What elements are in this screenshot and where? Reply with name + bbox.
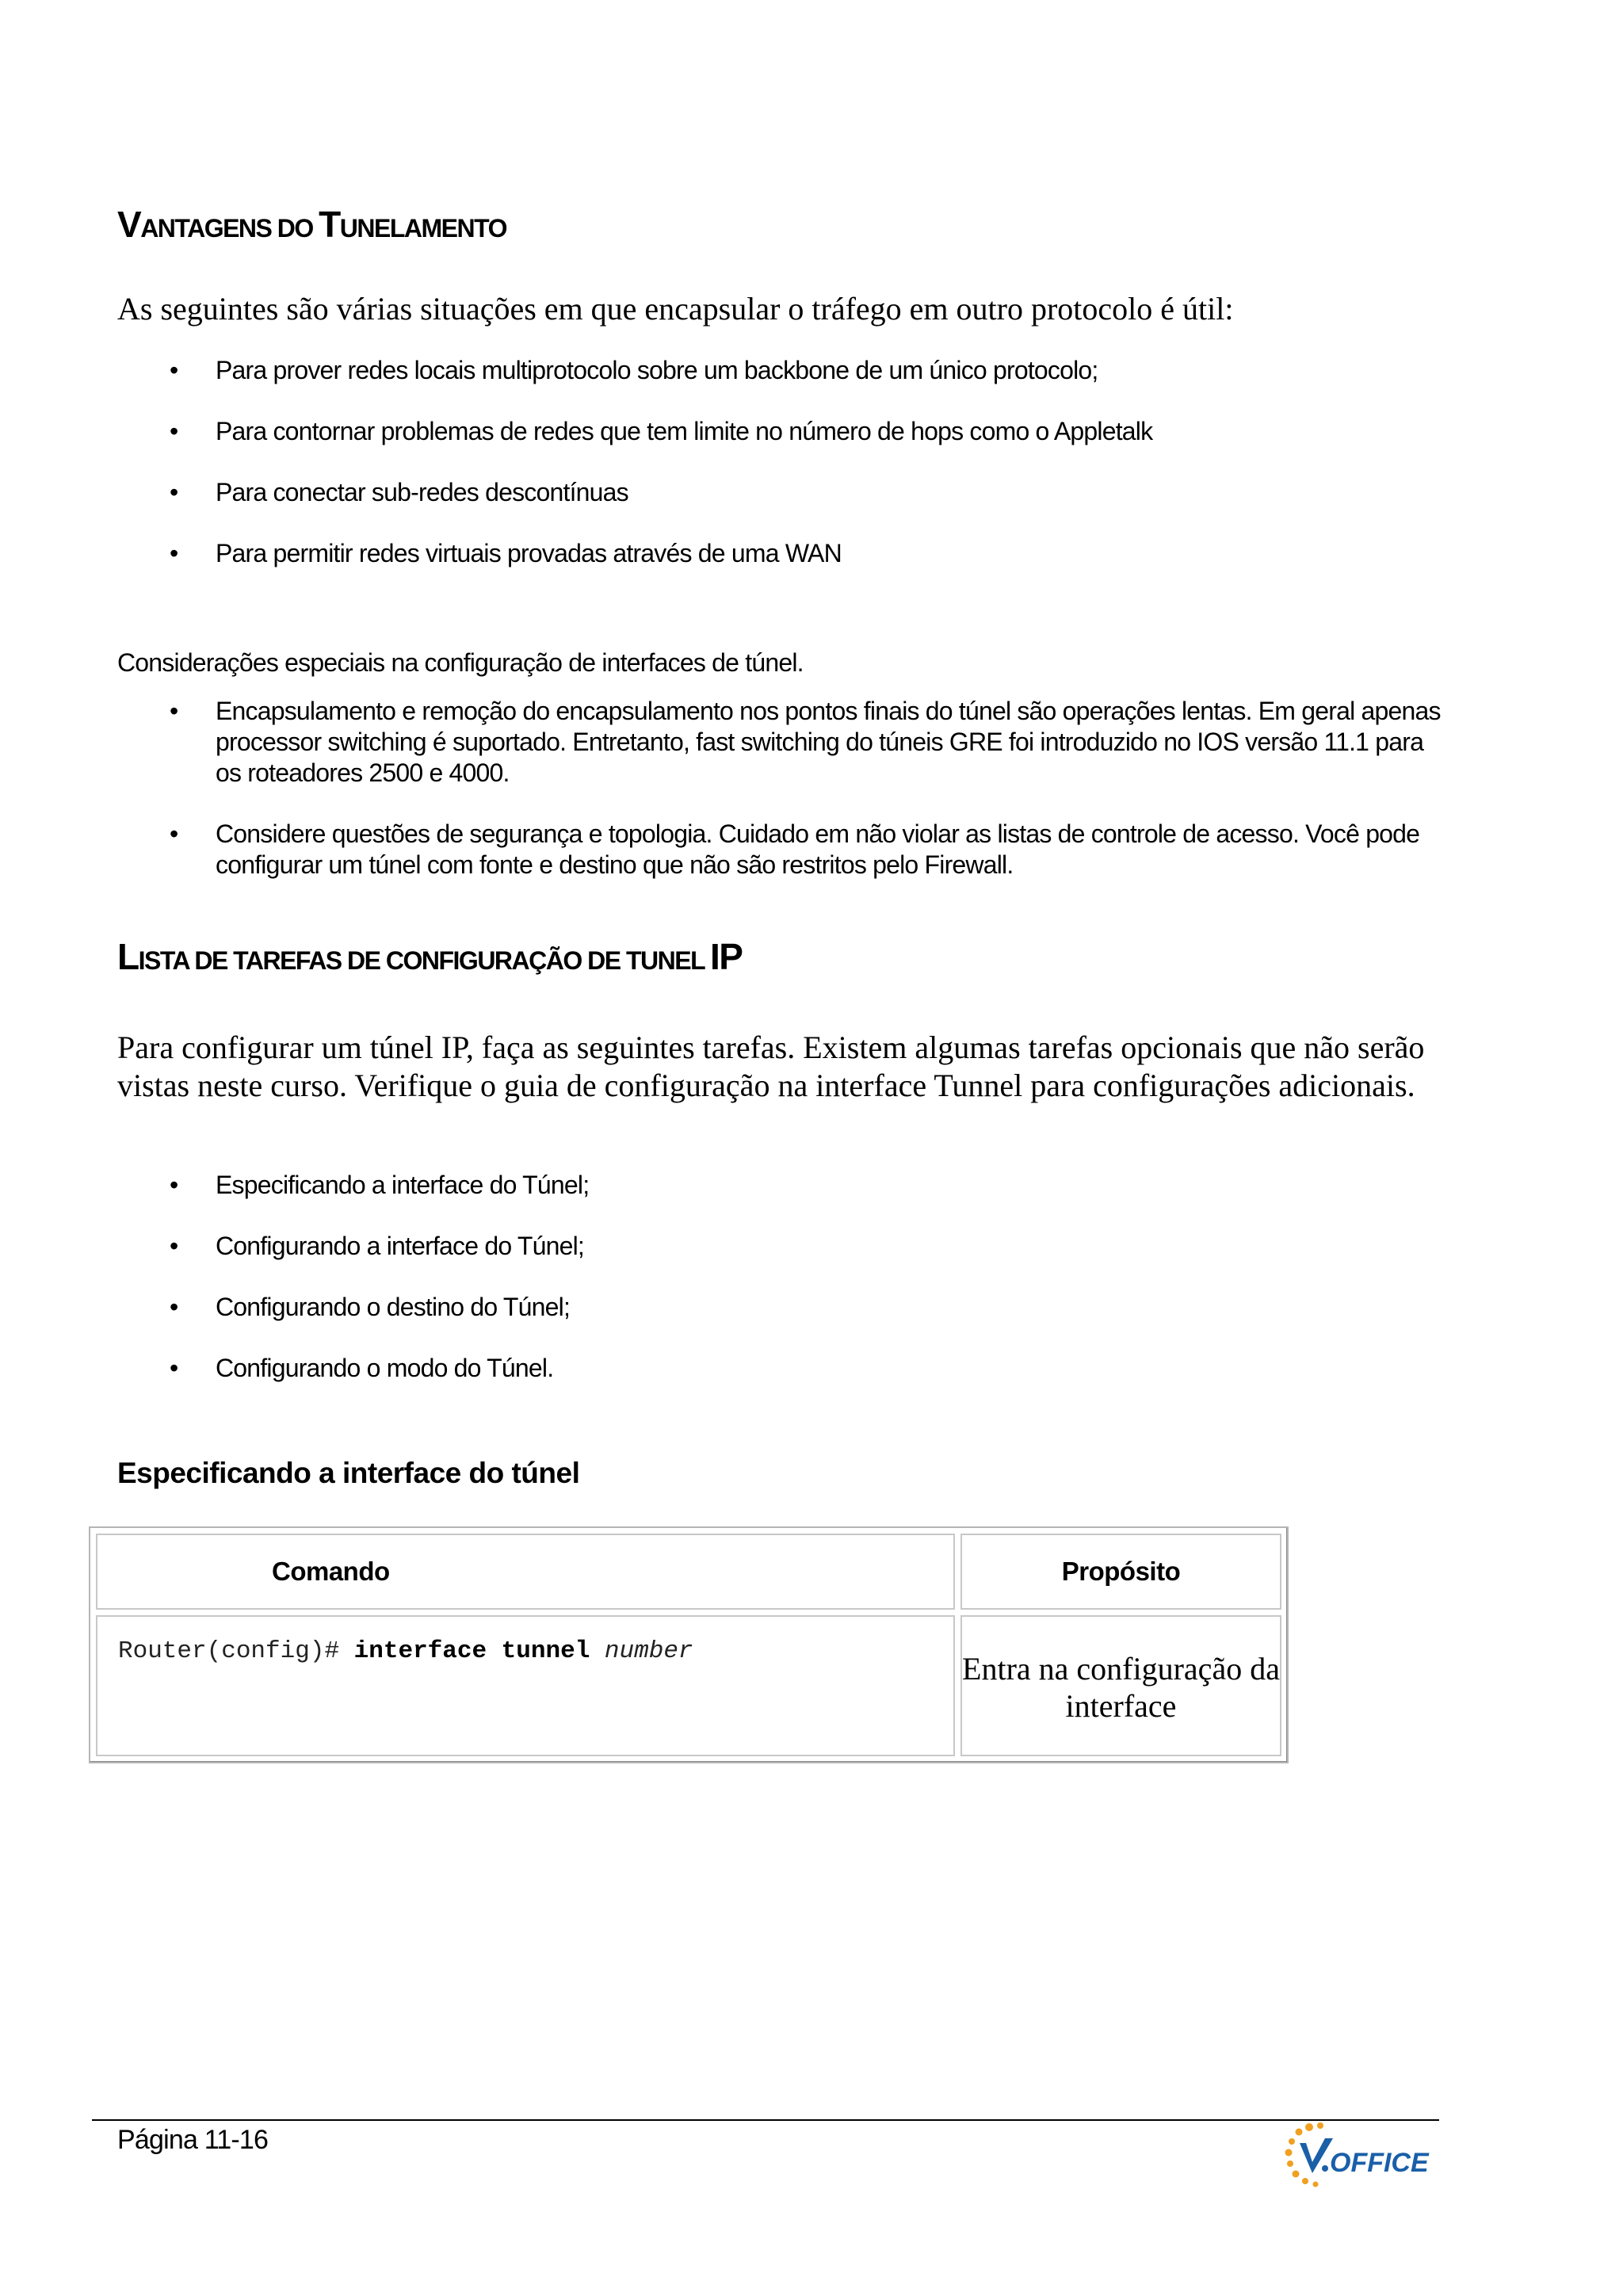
footer-rule: [92, 2119, 1439, 2121]
command-keyword: interface tunnel: [353, 1637, 605, 1665]
list-item: • Considere questões de segurança e topologia. Cuidado em não violar as listas de controle de acesso. Você pode configurar um túnel com fonte e destino que não são restritos pelo Firewall.: [170, 819, 1420, 879]
header-command: Comando: [96, 1534, 955, 1610]
command-argument: number: [604, 1637, 693, 1665]
command-table: [89, 1526, 1289, 1763]
list-item: • Configurando a interface do Túnel;: [170, 1232, 584, 1260]
subsection-title: Especificando a interface do túnel: [117, 1457, 580, 1489]
intro-paragraph-2: Para configurar um túnel IP, faça as seguintes tarefas. Existem algumas tarefas opcionais que não serão vistas neste curso. Verifique o guia de configuração na interface Tunnel para configurações adicionais.: [117, 1030, 1425, 1103]
command-prompt: Router(config)#: [118, 1637, 354, 1665]
table-row: [96, 1615, 1281, 1756]
list-item: • Para contornar problemas de redes que tem limite no número de hops como o Appletalk: [170, 417, 1153, 445]
tasks-list: [117, 1170, 1465, 1384]
logo-text: OFFICE: [1330, 2148, 1429, 2178]
considerations-list: [117, 696, 1449, 881]
table-header-row: [96, 1534, 1281, 1610]
list-item: • Para conectar sub-redes descontínuas: [170, 478, 628, 506]
list-item: • Configurando o destino do Túnel;: [170, 1293, 571, 1321]
purpose-cell: Entra na configuração da interface: [960, 1615, 1281, 1756]
office-logo-icon: [1277, 2118, 1444, 2197]
advantages-list: [117, 355, 1465, 569]
considerations-title: Considerações especiais na configuração de interfaces de túnel.: [117, 648, 804, 677]
list-item: • Encapsulamento e remoção do encapsulamento nos pontos finais do túnel são operações lentas. Em geral apenas processor switching é suportado. Entretanto, fast switching do túneis GRE foi introduzido no IOS versão 11.1 para os roteadores 2500 e 4000.: [170, 697, 1441, 787]
list-item: • Para prover redes locais multiprotocolo sobre um backbone de um único protocolo;: [170, 356, 1098, 384]
list-item: • Configurando o modo do Túnel.: [170, 1354, 554, 1382]
header-purpose: Propósito: [960, 1534, 1281, 1610]
page-number: Página 11-16: [117, 2125, 269, 2155]
list-item: • Para permitir redes virtuais provadas através de uma WAN: [170, 539, 842, 567]
section-title-vantagens: VANTAGENS DO TUNELAMENTO: [117, 204, 506, 245]
intro-paragraph-1: As seguintes são várias situações em que encapsular o tráfego em outro protocolo é útil:: [117, 291, 1234, 327]
command-cell: [96, 1615, 955, 1756]
section-title-lista-tarefas: LISTA DE TAREFAS DE CONFIGURAÇÃO DE TUNEL IP: [117, 936, 743, 977]
list-item: • Especificando a interface do Túnel;: [170, 1171, 590, 1199]
